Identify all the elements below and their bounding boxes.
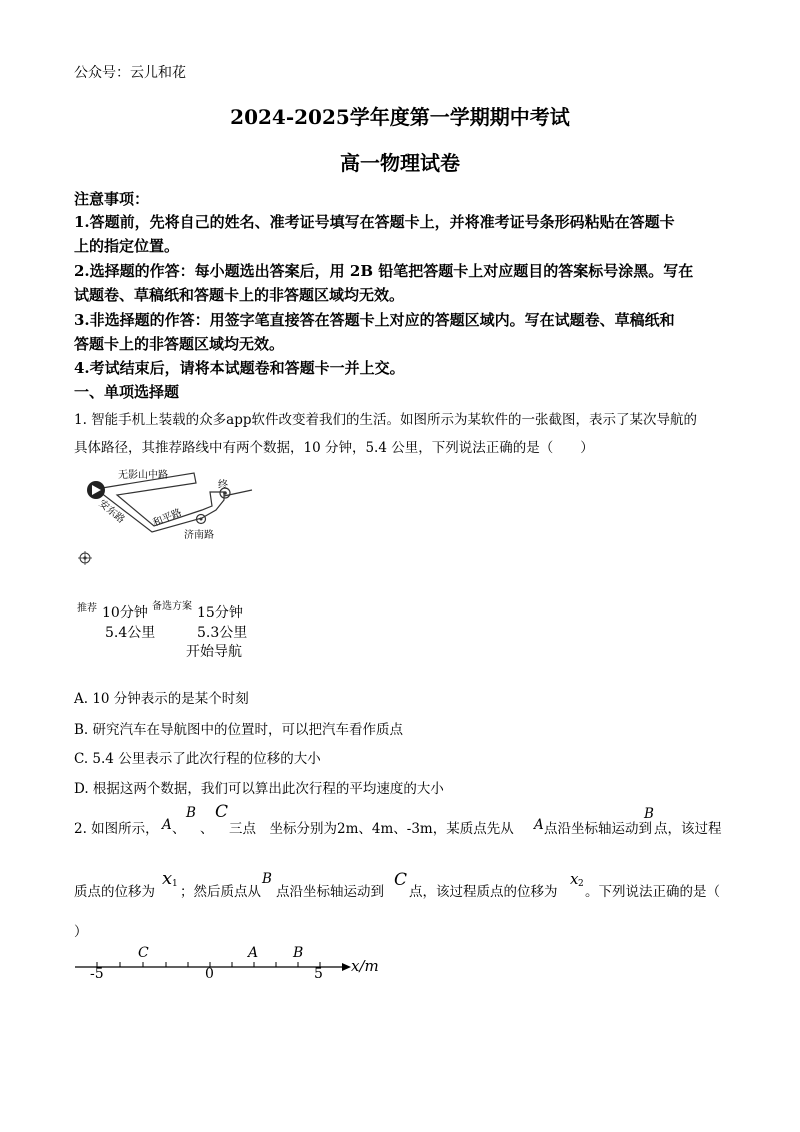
exam-title: 2024-2025学年度第一学期期中考试 xyxy=(230,105,570,129)
notice-line: 4.考试结束后，请将本试题卷和答题卡一并上交。 xyxy=(74,359,405,377)
q1-option-b[interactable]: B. 研究汽车在导航图中的位置时，可以把汽车看作质点 xyxy=(74,722,404,738)
axis-point-a: A xyxy=(248,945,259,961)
axis-arrow-icon xyxy=(342,963,351,971)
alternative-tag: 备选方案 xyxy=(152,601,192,612)
road-label-heping: 和平路 xyxy=(151,507,184,529)
notice-line: 试题卷、草稿纸和答题卡上的非答题区域均无效。 xyxy=(74,286,405,304)
q2-stem-part: 三点 坐标分别为2m、4m、-3m，某质点先从 xyxy=(229,821,514,837)
q1-stem-line1: 1. 智能手机上装载的众多app软件改变着我们的生活。如图所示为某软件的一张截图，表示了某次导航的 xyxy=(74,412,698,428)
q1-option-d[interactable]: D. 根据这两个数据，我们可以算出此次行程的平均速度的大小 xyxy=(74,781,444,797)
q2-separator: 、 xyxy=(172,821,186,837)
notice-line: 答题卡上的非答题区域均无效。 xyxy=(74,335,285,353)
q1-option-c[interactable]: C. 5.4 公里表示了此次行程的位移的大小 xyxy=(74,751,321,767)
q2-stem-part: 质点的位移为 xyxy=(74,884,155,900)
road-label-jinan: 济南路 xyxy=(184,530,214,541)
q2-stem-part: ；然后质点从 xyxy=(180,884,261,900)
point-b-label: B xyxy=(186,805,196,821)
q2-stem-part: 点，该过程质点的位移为 xyxy=(409,884,558,900)
q2-stem-part: 点，该过程 xyxy=(654,821,722,837)
recommended-distance: 5.4公里 xyxy=(105,625,156,641)
axis-tick-label: 5 xyxy=(314,966,323,982)
start-navigation-button[interactable]: 开始导航 xyxy=(186,644,242,660)
point-a-label: A xyxy=(534,817,544,833)
q2-stem-part: 。下列说法正确的是（ xyxy=(585,884,720,900)
number-axis-figure xyxy=(70,940,370,990)
axis-tick-label: -5 xyxy=(90,966,104,982)
q1-option-a[interactable]: A. 10 分钟表示的是某个时刻 xyxy=(74,691,249,707)
notice-line: 2.选择题的作答：每小题选出答案后，用 2B 铅笔把答题卡上对应题目的答案标号涂黑。写在 xyxy=(74,262,694,280)
q2-stem-part: 2. 如图所示， xyxy=(74,821,159,837)
axis-label: x/m xyxy=(351,957,379,975)
q2-stem-part: ） xyxy=(74,924,88,940)
point-b-label: B xyxy=(644,806,654,822)
road-label-wuyingshan: 无影山中路 xyxy=(118,470,168,481)
recommended-tag: 推荐 xyxy=(77,603,97,614)
x1-subscript: 1 xyxy=(172,879,178,889)
notice-heading: 注意事项： xyxy=(74,190,150,208)
recommended-time: 10分钟 xyxy=(102,605,148,621)
x1-symbol: x xyxy=(162,868,173,889)
point-b-label: B xyxy=(262,871,272,887)
x2-subscript: 2 xyxy=(578,879,584,889)
axis-point-b: B xyxy=(293,945,304,961)
point-c-label: C xyxy=(215,802,229,822)
notice-line: 1.答题前，先将自己的姓名、准考证号填写在答题卡上，并将准考证号条形码粘贴在答题卡 xyxy=(74,213,675,231)
q1-stem-line2: 具体路径，其推荐路线中有两个数据，10 分钟，5.4 公里，下列说法正确的是（ ） xyxy=(74,440,594,456)
alternative-time: 15分钟 xyxy=(197,605,243,621)
point-a-label: A xyxy=(162,817,172,833)
q2-stem-part: 点沿坐标轴运动到 xyxy=(544,821,652,837)
section-heading: 一、单项选择题 xyxy=(74,383,180,401)
notice-line: 上的指定位置。 xyxy=(74,237,180,255)
x2-symbol: x xyxy=(570,870,579,888)
exam-subtitle: 高一物理试卷 xyxy=(340,151,460,175)
end-label: 终 xyxy=(218,480,228,491)
alternative-distance: 5.3公里 xyxy=(197,625,248,641)
account-header: 公众号：云儿和花 xyxy=(74,65,186,81)
route-end-segment xyxy=(224,490,252,496)
point-c-label: C xyxy=(394,870,408,890)
axis-point-c: C xyxy=(138,945,149,961)
axis-tick-label: 0 xyxy=(205,966,214,982)
notice-line: 3.非选择题的作答：用签字笔直接答在答题卡上对应的答题区域内。写在试题卷、草稿纸和 xyxy=(74,311,675,329)
q2-stem-part: 点沿坐标轴运动到 xyxy=(276,884,384,900)
road-label-andong: 安东路 xyxy=(96,498,127,526)
q2-separator: 、 xyxy=(200,821,214,837)
